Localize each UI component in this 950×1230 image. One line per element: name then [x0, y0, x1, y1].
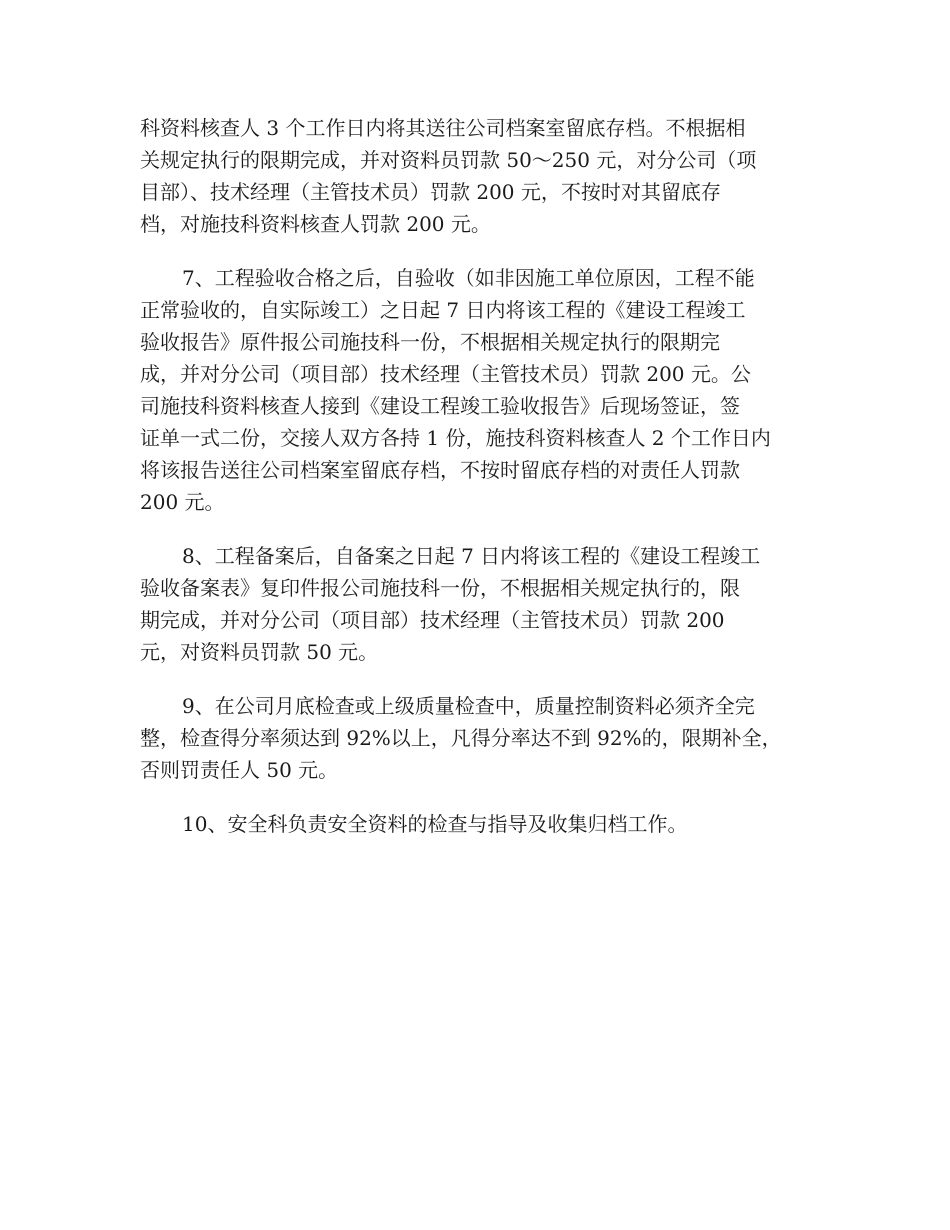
text-line: 10、安全科负责安全资料的检查与指导及收集归档工作。 [182, 812, 688, 836]
text-line: 期完成，并对分公司（项目部）技术经理（主管技术员）罚款 200 [140, 608, 725, 632]
text-line: 成，并对分公司（项目部）技术经理（主管技术员）罚款 200 元。公 [140, 362, 751, 386]
text-line: 司施技科资料核查人接到《建设工程竣工验收报告》后现场签证，签 [140, 394, 740, 418]
text-line: 7、工程验收合格之后，自验收（如非因施工单位原因，工程不能 [182, 266, 755, 290]
text-line: 元，对资料员罚款 50 元。 [140, 640, 379, 664]
paragraph-9 [140, 690, 810, 786]
paragraph-gap [140, 786, 810, 808]
paragraph-gap [140, 518, 810, 540]
text-line: 验收备案表》复印件报公司施技科一份，不根据相关规定执行的，限 [140, 576, 740, 600]
paragraph-7 [140, 262, 810, 518]
text-line: 验收报告》原件报公司施技科一份，不根据相关规定执行的限期完 [140, 330, 720, 354]
text-line: 正常验收的，自实际竣工）之日起 7 日内将该工程的《建设工程竣工 [140, 298, 746, 322]
text-line: 关规定执行的限期完成，并对资料员罚款 50～250 元，对分公司（项 [140, 148, 757, 172]
paragraph-gap [140, 240, 810, 262]
paragraph-10 [140, 808, 810, 840]
paragraph-6-continuation [140, 112, 810, 240]
text-line: 目部）、技术经理（主管技术员）罚款 200 元，不按时对其留底存 [140, 180, 721, 204]
paragraph-8 [140, 540, 810, 668]
text-line: 档，对施技科资料核查人罚款 200 元。 [140, 212, 491, 236]
text-line: 证单一式二份，交接人双方各持 1 份，施技科资料核查人 2 个工作日内 [140, 426, 771, 450]
text-line: 200 元。 [140, 490, 225, 514]
text-line: 科资料核查人 3 个工作日内将其送往公司档案室留底存档。不根据相 [140, 116, 746, 140]
text-line: 9、在公司月底检查或上级质量检查中，质量控制资料必须齐全完 [182, 694, 755, 718]
text-line: 整，检查得分率须达到 92%以上，凡得分率达不到 92%的，限期补全， [140, 726, 782, 750]
text-line: 8、工程备案后，自备案之日起 7 日内将该工程的《建设工程竣工 [182, 544, 761, 568]
paragraph-gap [140, 668, 810, 690]
text-line: 将该报告送往公司档案室留底存档，不按时留底存档的对责任人罚款 [140, 458, 740, 482]
document-body [140, 112, 810, 840]
text-line: 否则罚责任人 50 元。 [140, 758, 339, 782]
